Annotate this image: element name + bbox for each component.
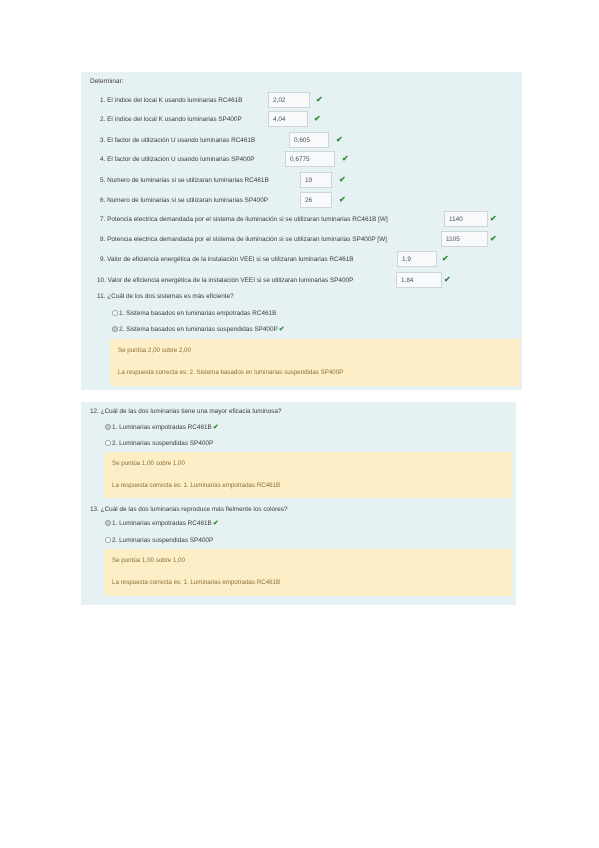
question-text: 13. ¿Cuál de las dos luminarias reproduce más fielmente los colores? <box>90 506 288 513</box>
radio-button-selected[interactable] <box>112 326 118 332</box>
answer-field[interactable]: 19 <box>300 172 332 188</box>
answer-field[interactable]: 2,02 <box>268 92 310 108</box>
option-label: 1. Sistema basados en luminarias empotradas RC461B <box>119 310 277 317</box>
radio-button[interactable] <box>112 310 118 316</box>
option-row[interactable] <box>105 423 219 433</box>
option-label: 2. Luminarias suspendidas SP400P <box>112 537 214 544</box>
section-heading: Determinar: <box>90 78 124 85</box>
correct-check-icon: ✔ <box>490 234 497 243</box>
question-text: 12. ¿Cuál de las dos luminarias tiene una mayor eficacia luminosa? <box>90 408 282 415</box>
correct-check-icon: ✔ <box>336 135 343 144</box>
correct-check-icon: ✔ <box>339 195 346 204</box>
answer-field[interactable]: 0,605 <box>289 132 329 148</box>
option-row[interactable] <box>105 439 213 449</box>
item-label: 4. El factor de utilización U usando luminarias SP400P <box>100 156 255 163</box>
item-label: 6. Numero de luminarias si se utilizaran luminarias SP400P <box>100 197 269 204</box>
item-label: 8. Potencia electrica demandada por el sistema de iluminación si se utilizaran luminarias SP400P [W] <box>100 236 387 243</box>
radio-button-selected[interactable] <box>105 424 111 430</box>
correct-check-icon: ✔ <box>342 154 349 163</box>
option-label: 1. Luminarias empotradas RC461B <box>112 520 212 527</box>
correct-answer-text: La respuesta correcta es: 1. Luminarias empotradas RC461B <box>112 482 281 489</box>
answer-field[interactable]: 1105 <box>441 231 488 247</box>
option-label: 1. Luminarias empotradas RC461B <box>112 424 212 431</box>
radio-button[interactable] <box>105 537 111 543</box>
correct-check-icon: ✔ <box>444 275 451 284</box>
correct-check-icon: ✔ <box>278 326 285 333</box>
score-text: Se puntúa 1,00 sobre 1,00 <box>112 460 185 467</box>
option-label: 2. Luminarias suspendidas SP400P <box>112 440 214 447</box>
radio-button[interactable] <box>105 440 111 446</box>
score-text: Se puntúa 1,00 sobre 1,00 <box>112 557 185 564</box>
answer-field[interactable]: 4,04 <box>268 111 308 127</box>
correct-check-icon: ✔ <box>316 95 323 104</box>
item-label: 5. Numero de luminarias si se utilizaran luminarias RC461B <box>100 177 269 184</box>
option-row[interactable] <box>112 309 276 319</box>
correct-check-icon: ✔ <box>490 214 497 223</box>
item-label: 10. Valor de eficiencia energética de la instalación VEEI si se utilizaran luminarias SP400P <box>97 277 354 284</box>
question-text: 11. ¿Cuál de los dos sistemas es más eficiente? <box>97 293 234 300</box>
answer-field[interactable]: 1,84 <box>396 272 442 288</box>
correct-answer-text: La respuesta correcta es: 1. Luminarias empotradas RC461B <box>112 579 281 586</box>
correct-check-icon: ✔ <box>212 424 219 431</box>
radio-button-selected[interactable] <box>105 520 111 526</box>
item-label: 1. El índice del local K usando luminarias RC461B <box>100 97 243 104</box>
item-label: 2. El índice del local K usando luminarias SP400P <box>100 116 242 123</box>
feedback-box <box>110 339 520 386</box>
correct-check-icon: ✔ <box>314 114 321 123</box>
correct-check-icon: ✔ <box>212 520 219 527</box>
correct-check-icon: ✔ <box>339 175 346 184</box>
answer-field[interactable]: 26 <box>300 192 332 208</box>
feedback-box <box>104 452 511 498</box>
answer-field[interactable]: 0,6775 <box>285 151 335 167</box>
item-label: 7. Potencia electrica demandada por el sistema de iluminación si se utilizaran luminarias RC461B [W] <box>100 216 388 223</box>
correct-check-icon: ✔ <box>442 254 449 263</box>
score-text: Se puntúa 2,00 sobre 2,00 <box>118 347 191 354</box>
option-row[interactable] <box>105 536 213 546</box>
correct-answer-text: La respuesta correcta es: 2. Sistema basados en luminarias suspendidas SP400P <box>118 369 344 376</box>
answer-field[interactable]: 1140 <box>444 211 488 227</box>
item-label: 3. El factor de utilización U usando luminarias RC461B <box>100 137 256 144</box>
option-row[interactable] <box>105 519 219 529</box>
item-label: 9. Valor de eficiencia energética de la instalación VEEI si se utilizaran luminarias RC461B <box>100 256 354 263</box>
option-label: 2. Sistema basados en luminarias suspendidas SP400P <box>119 326 278 333</box>
answer-field[interactable]: 1,9 <box>397 251 437 267</box>
feedback-box <box>104 549 511 596</box>
option-row[interactable] <box>112 325 285 335</box>
